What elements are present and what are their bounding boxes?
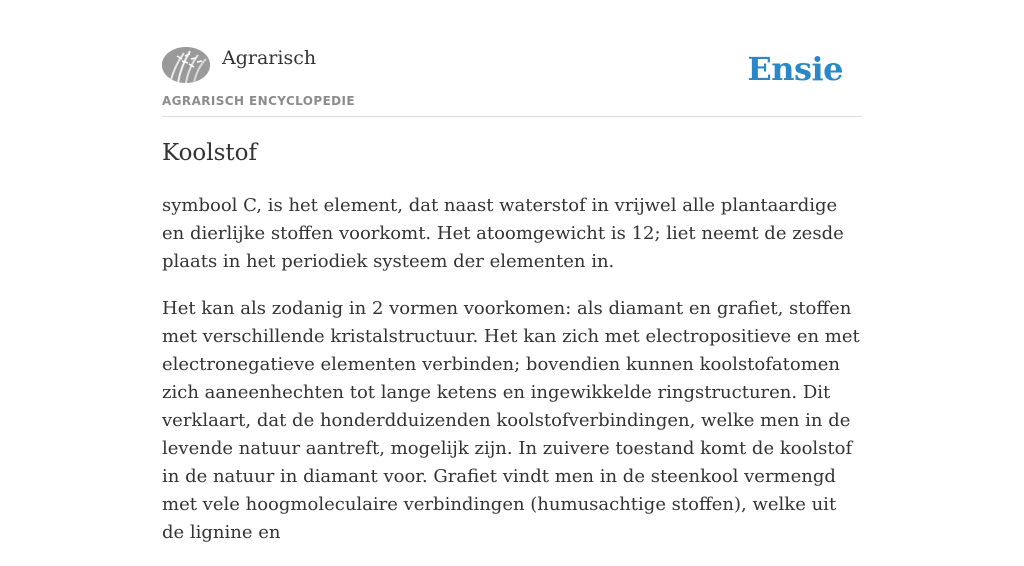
article-title: Koolstof — [162, 140, 258, 166]
ensie-brand-link[interactable]: Ensie — [747, 50, 843, 88]
article-paragraph: symbool C, is het element, dat naast waterstof in vrijwel alle plantaardige en dierlijke stoffen voorkomt. Het atoomgewicht is 12; liet neemt de zesde plaats in het periodiek systeem der elementen in. — [162, 195, 844, 272]
article-paragraph: Het kan als zodanig in 2 vormen voorkomen: als diamant en grafiet, stoffen met verschillende kristalstructuur. Het kan zich met electropositieve en met electronegatieve elementen verbinden; bovendien kunnen koolstofatomen zich aaneenhechten tot lange ketens en ingewikkelde ringstructuren. Dit verklaart, dat de honderdduizenden koolstofverbindingen, welke men in de levende natuur aantreft, mogelijk zijn. In zuivere toestand komt de koolstof in de natuur in diamant voor. Grafiet vindt men in de steenkool vermengd met vele hoogmoleculaire verbindingen (humusachtige stoffen), welke uit de lignine en — [162, 298, 860, 543]
site-header — [162, 46, 862, 117]
site-subtitle: AGRARISCH ENCYCLOPEDIE — [162, 94, 355, 108]
article-body — [162, 192, 862, 566]
site-name[interactable]: Agrarisch — [222, 47, 317, 69]
wheat-logo-icon[interactable] — [162, 47, 210, 83]
